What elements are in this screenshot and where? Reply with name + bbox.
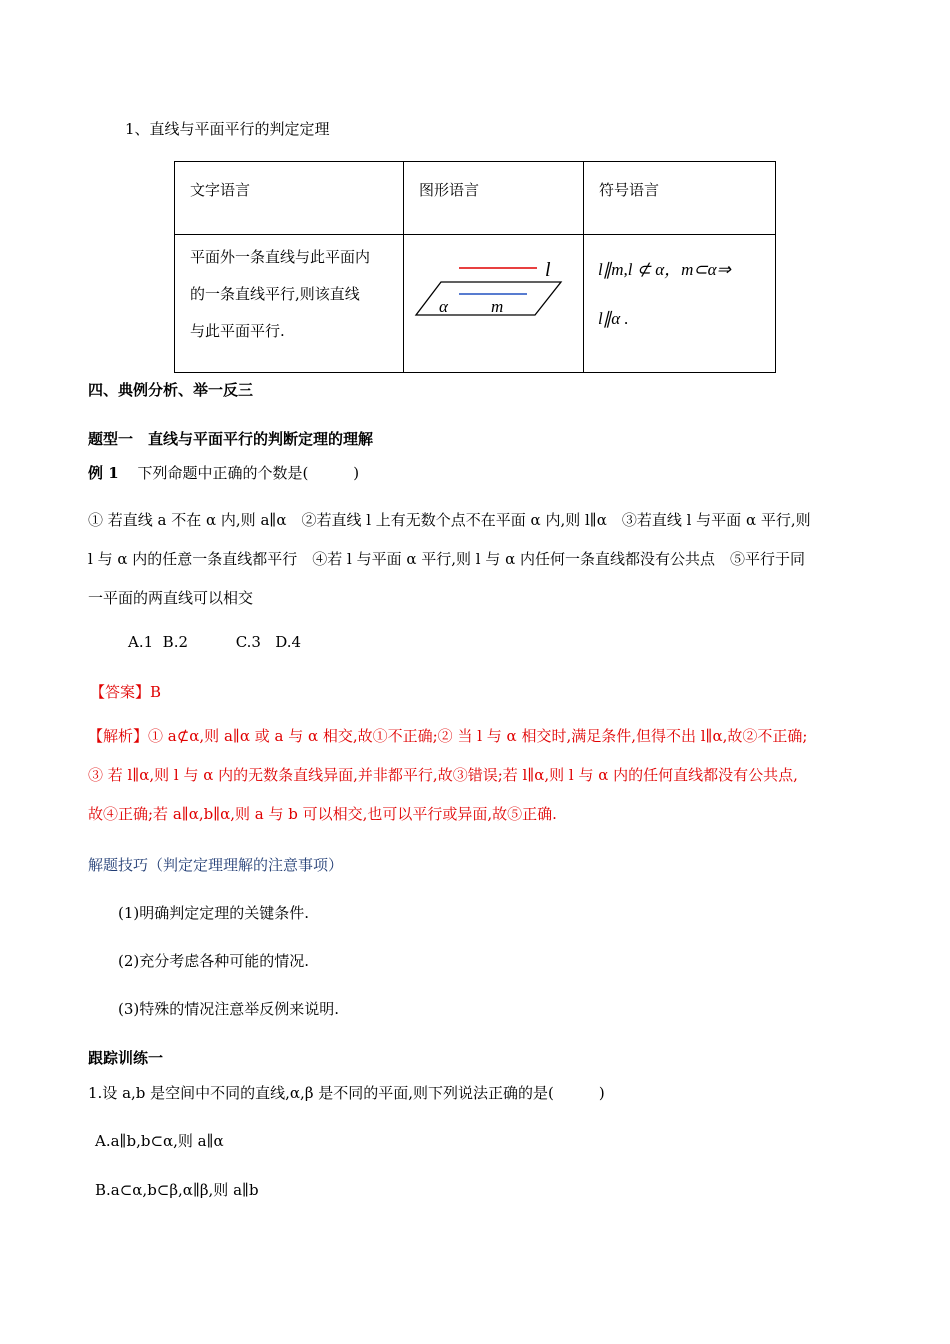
answer: 【答案】B xyxy=(90,683,162,701)
text-line: 的一条直线平行,则该直线 xyxy=(190,285,360,303)
symbol-line: l∥m,l ⊄ α，m⊂α⇒ xyxy=(598,260,731,279)
analysis xyxy=(88,717,868,834)
header-symbol-language: 符号语言 xyxy=(599,181,660,199)
analysis-line: 故④正确;若 a∥α,b∥α,则 a 与 b 可以相交,也可以平行或异面,故⑤正确. xyxy=(88,805,557,823)
symbol-line: l∥α . xyxy=(598,309,629,328)
tip-item: (2)充分考虑各种可能的情况. xyxy=(118,952,310,970)
plane-parallelogram xyxy=(416,282,561,315)
example-label: 例 1 xyxy=(88,464,119,482)
label-alpha: α xyxy=(439,297,448,316)
tips-title: 解题技巧（判定定理理解的注意事项） xyxy=(88,856,344,874)
table-divider xyxy=(175,234,775,235)
label-m: m xyxy=(491,297,504,316)
statement-line: ① 若直线 a 不在 α 内,则 a∥α ②若直线 l 上有无数个点不在平面 α 内,则 l∥α ③若直线 l 与平面 α 平行,则 xyxy=(88,511,811,529)
question-option: A.a∥b,b⊂α,则 a∥α xyxy=(95,1132,224,1150)
statement-line: l 与 α 内的任意一条直线都平行 ④若 l 与平面 α 平行,则 l 与 α 内任何一条直线都没有公共点 ⑤平行于同 xyxy=(88,550,806,568)
theorem-heading: 1、直线与平面平行的判定定理 xyxy=(125,120,330,138)
header-figure-language: 图形语言 xyxy=(419,181,480,199)
label-l: l xyxy=(545,259,551,281)
tip-item: (3)特殊的情况注意举反例来说明. xyxy=(118,1000,340,1018)
plane-figure xyxy=(411,250,571,330)
text-line: 与此平面平行. xyxy=(190,322,285,340)
example-1 xyxy=(88,462,359,483)
statement-line: 一平面的两直线可以相交 xyxy=(88,589,254,607)
example-options: A.1 B.2 C.3 D.4 xyxy=(128,633,302,651)
section-heading: 四、典例分析、举一反三 xyxy=(88,381,254,399)
text-line: 平面外一条直线与此平面内 xyxy=(190,248,371,266)
table-divider xyxy=(403,162,404,372)
tip-item: (1)明确判定定理的关键条件. xyxy=(118,904,310,922)
statements xyxy=(88,501,868,618)
theorem-table xyxy=(174,161,776,373)
table-divider xyxy=(583,162,584,372)
analysis-line: 【解析】① a⊄α,则 a∥α 或 a 与 α 相交,故①不正确;② 当 l 与 α 相交时,满足条件,但得不出 l∥α,故②不正确; xyxy=(88,727,808,745)
question-1: 1.设 a,b 是空间中不同的直线,α,β 是不同的平面,则下列说法正确的是( ) xyxy=(88,1084,605,1102)
question-option: B.a⊂α,b⊂β,α∥β,则 a∥b xyxy=(95,1181,259,1199)
header-text-language: 文字语言 xyxy=(190,181,251,199)
type-heading: 题型一 直线与平面平行的判断定理的理解 xyxy=(88,430,374,448)
analysis-line: ③ 若 l∥α,则 l 与 α 内的无数条直线异面,并非都平行,故③错误;若 l∥α,则 l 与 α 内的任何直线都没有公共点, xyxy=(88,766,798,784)
example-text: 下列命题中正确的个数是( ) xyxy=(137,464,360,482)
practice-title: 跟踪训练一 xyxy=(88,1049,164,1067)
